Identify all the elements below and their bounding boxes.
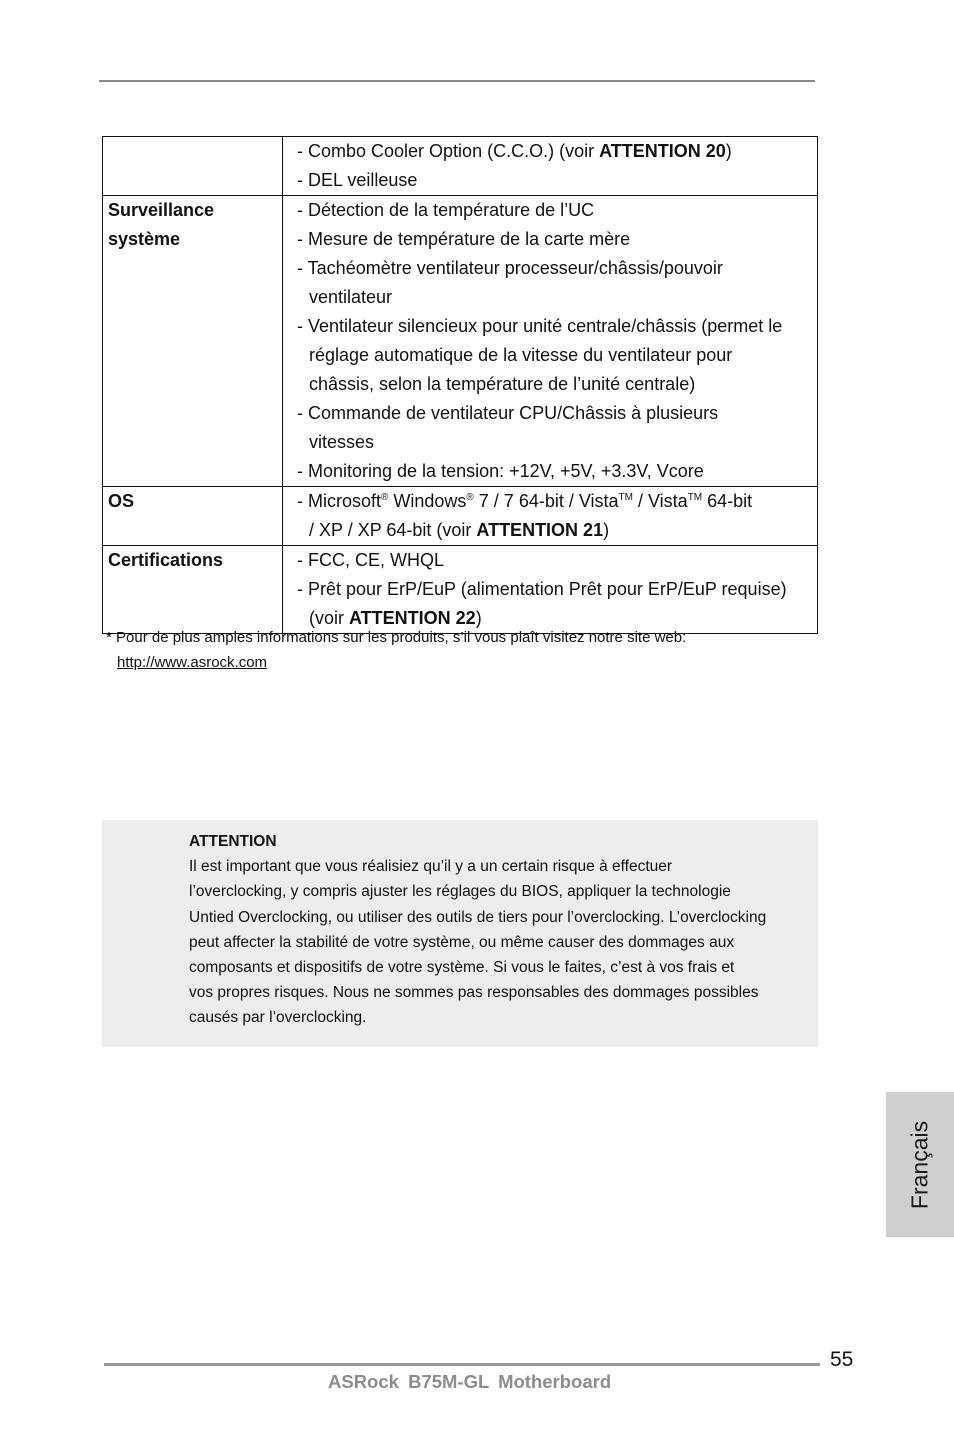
attention-ref: ATTENTION 21 [476, 520, 604, 540]
spec-line: réglage automatique de la vitesse du ventilateur pour [309, 345, 733, 365]
spec-label-empty [103, 137, 283, 196]
attention-box [102, 820, 818, 1047]
attention-line: peut affecter la stabilité de votre système, ou même causer des dommages aux [189, 933, 735, 951]
header-rule [99, 80, 815, 82]
spec-row-certifications [103, 546, 818, 634]
spec-line: (voir ATTENTION 22) [309, 608, 482, 628]
spec-line: - Combo Cooler Option (C.C.O.) (voir ATTENTION 20) [297, 141, 732, 161]
registered-mark: ® [381, 492, 389, 503]
spec-label-system-monitoring: Surveillance système [103, 196, 283, 487]
attention-ref: ATTENTION 20 [599, 141, 726, 161]
spec-table [102, 136, 818, 634]
trademark-mark: TM [687, 492, 703, 503]
spec-line: vitesses [309, 432, 375, 452]
spec-line: - Commande de ventilateur CPU/Châssis à plusieurs [297, 403, 719, 423]
spec-line: - DEL veilleuse [297, 170, 418, 190]
spec-value-certifications [283, 546, 818, 634]
website-link[interactable]: http://www.asrock.com [117, 654, 268, 671]
footnote-text: * Pour de plus amples informations sur les produits, s’il vous plaît visitez notre site web: [106, 629, 687, 646]
spec-line: châssis, selon la température de l’unité centrale) [309, 374, 696, 394]
page-number: 55 [830, 1348, 854, 1371]
attention-line: l’overclocking, y compris ajuster les réglages du BIOS, appliquer la technologie [189, 883, 731, 901]
spec-line: - Tachéomètre ventilateur processeur/châssis/pouvoir [297, 258, 723, 278]
attention-line: causés par l’overclocking. [189, 1009, 367, 1027]
attention-line: Il est important que vous réalisiez qu’il y a un certain risque à effectuer [189, 858, 673, 876]
registered-mark: ® [466, 492, 474, 503]
attention-ref: ATTENTION 22 [349, 608, 476, 628]
footnote [106, 625, 686, 675]
spec-label-os: OS [103, 487, 283, 546]
spec-line: - Détection de la température de l’UC [297, 200, 595, 220]
spec-value-os [283, 487, 818, 546]
spec-line: - Prêt pour ErP/EuP (alimentation Prêt pour ErP/EuP requise) [297, 579, 787, 599]
spec-line: - Ventilateur silencieux pour unité centrale/châssis (permet le [297, 316, 783, 336]
trademark-mark: TM [618, 492, 633, 503]
spec-value-fan-options [283, 137, 818, 196]
spec-value-system-monitoring [283, 196, 818, 487]
spec-line: - FCC, CE, WHQL [297, 550, 444, 570]
spec-line: / XP / XP 64-bit (voir ATTENTION 21) [309, 520, 610, 540]
attention-line: vos propres risques. Nous ne sommes pas responsables des dommages possibles [189, 984, 759, 1002]
attention-content [189, 829, 819, 1031]
spec-row-system-monitoring [103, 196, 818, 487]
language-tab [886, 1092, 954, 1237]
attention-title: ATTENTION [189, 833, 277, 850]
footer-title: ASRock B75M-GL Motherboard [328, 1371, 612, 1392]
spec-line: ventilateur [309, 287, 393, 307]
language-tab-label: Français [906, 1120, 933, 1209]
spec-row-os [103, 487, 818, 546]
spec-line: - Microsoft® Windows® 7 / 7 64-bit / Vista™ / Vista™ 64-bit [297, 491, 753, 511]
attention-line: composants et dispositifs de votre système. Si vous le faites, c’est à vos frais et [189, 959, 735, 977]
spec-line: - Mesure de température de la carte mère [297, 229, 631, 249]
spec-line: - Monitoring de la tension: +12V, +5V, +3.3V, Vcore [297, 461, 704, 481]
spec-label-certifications: Certifications [103, 546, 283, 634]
spec-row-fan-options [103, 137, 818, 196]
attention-line: Untied Overclocking, ou utiliser des outils de tiers pour l’overclocking. L’overclocking [189, 908, 767, 926]
footer-rule [104, 1363, 820, 1366]
